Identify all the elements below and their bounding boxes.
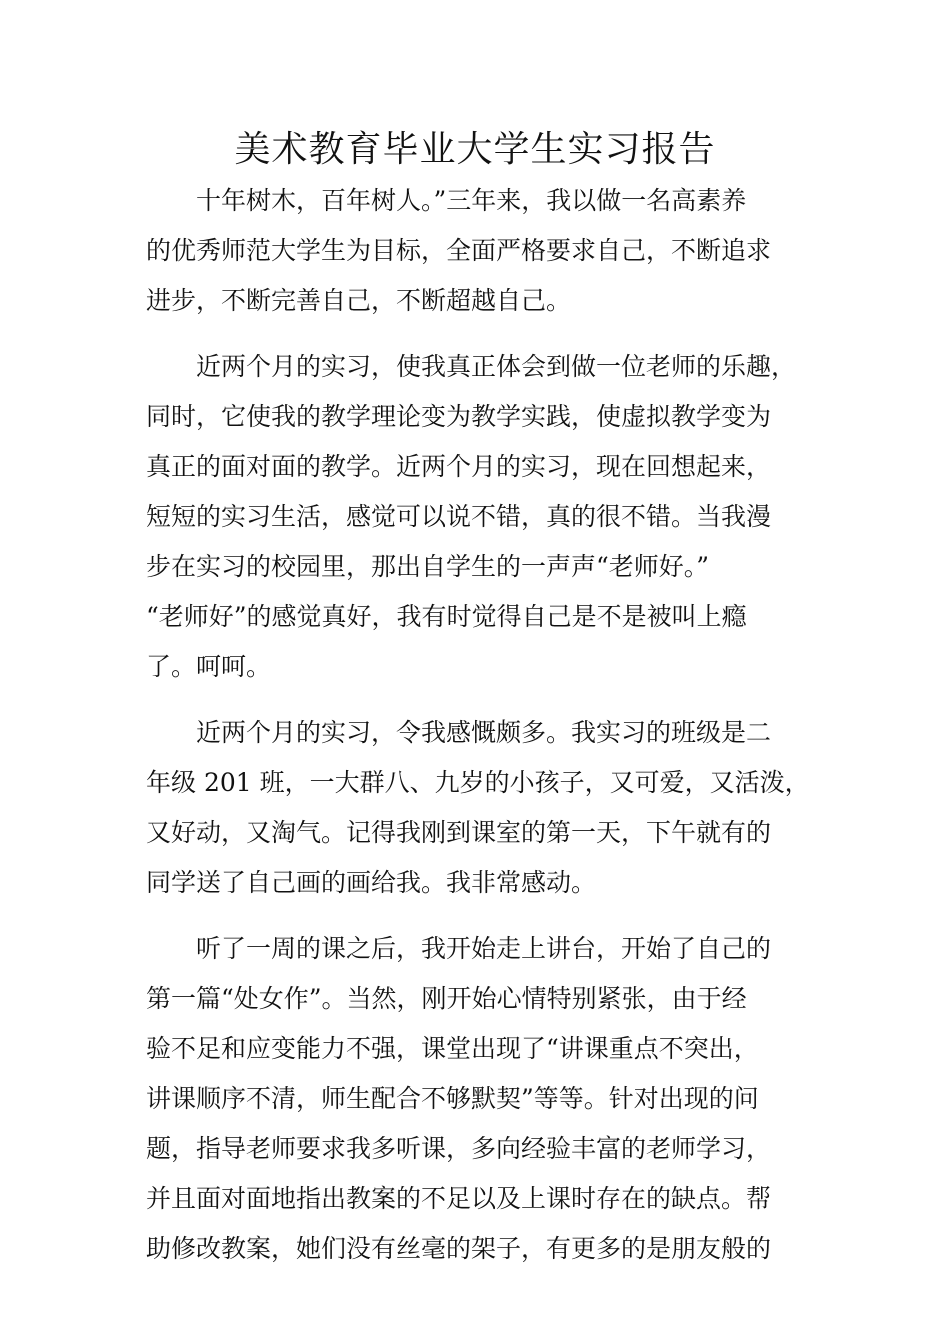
text-line: 并且面对面地指出教案的不足以及上课时存在的缺点。帮: [146, 1184, 772, 1213]
text-line: 近两个月的实习，令我感慨颇多。我实习的班级是二: [146, 718, 772, 747]
paragraph-3: [146, 708, 816, 908]
page-title: 美术教育毕业大学生实习报告: [234, 129, 716, 170]
text-line: 讲课顺序不清，师生配合不够默契”等等。针对出现的问: [146, 1084, 759, 1113]
text-line: 的优秀师范大学生为目标，全面严格要求自己，不断追求: [146, 236, 772, 265]
body-text: [146, 176, 816, 1274]
paragraph-gap: [146, 692, 816, 708]
text-line: 近两个月的实习，使我真正体会到做一位老师的乐趣，: [146, 352, 797, 381]
paragraph-gap: [146, 908, 816, 924]
text-line: 听了一周的课之后，我开始走上讲台，开始了自己的: [146, 934, 772, 963]
text-line: 助修改教案，她们没有丝毫的架子，有更多的是朋友般的: [146, 1234, 772, 1263]
paragraph-4: [146, 924, 816, 1274]
paragraph-1: [146, 176, 816, 326]
text-line: 十年树木，百年树人。”三年来，我以做一名高素养: [146, 186, 747, 215]
text-line: 步在实习的校园里，那出自学生的一声声“老师好。”: [146, 552, 710, 581]
paragraph-gap: [146, 326, 816, 342]
text-line: 第一篇“处女作”。当然，刚开始心情特别紧张，由于经: [146, 984, 747, 1013]
text-line: 了。呵呵。: [146, 652, 272, 681]
text-line: 验不足和应变能力不强，课堂出现了“讲课重点不突出，: [146, 1034, 759, 1063]
text-line: 同时，它使我的教学理论变为教学实践，使虚拟教学变为: [146, 402, 772, 431]
text-line: 题，指导老师要求我多听课，多向经验丰富的老师学习，: [146, 1134, 772, 1163]
text-line: 年级 201 班，一大群八、九岁的小孩子，又可爱，又活泼，: [146, 768, 810, 797]
text-line: 又好动，又淘气。记得我刚到课室的第一天，下午就有的: [146, 818, 772, 847]
text-line: 短短的实习生活，感觉可以说不错，真的很不错。当我漫: [146, 502, 772, 531]
text-line: 进步，不断完善自己，不断超越自己。: [146, 286, 572, 315]
text-line: “老师好”的感觉真好，我有时觉得自己是不是被叫上瘾: [146, 602, 747, 631]
text-line: 同学送了自己画的画给我。我非常感动。: [146, 868, 597, 897]
text-line: 真正的面对面的教学。近两个月的实习，现在回想起来，: [146, 452, 772, 481]
paragraph-2: [146, 342, 816, 692]
